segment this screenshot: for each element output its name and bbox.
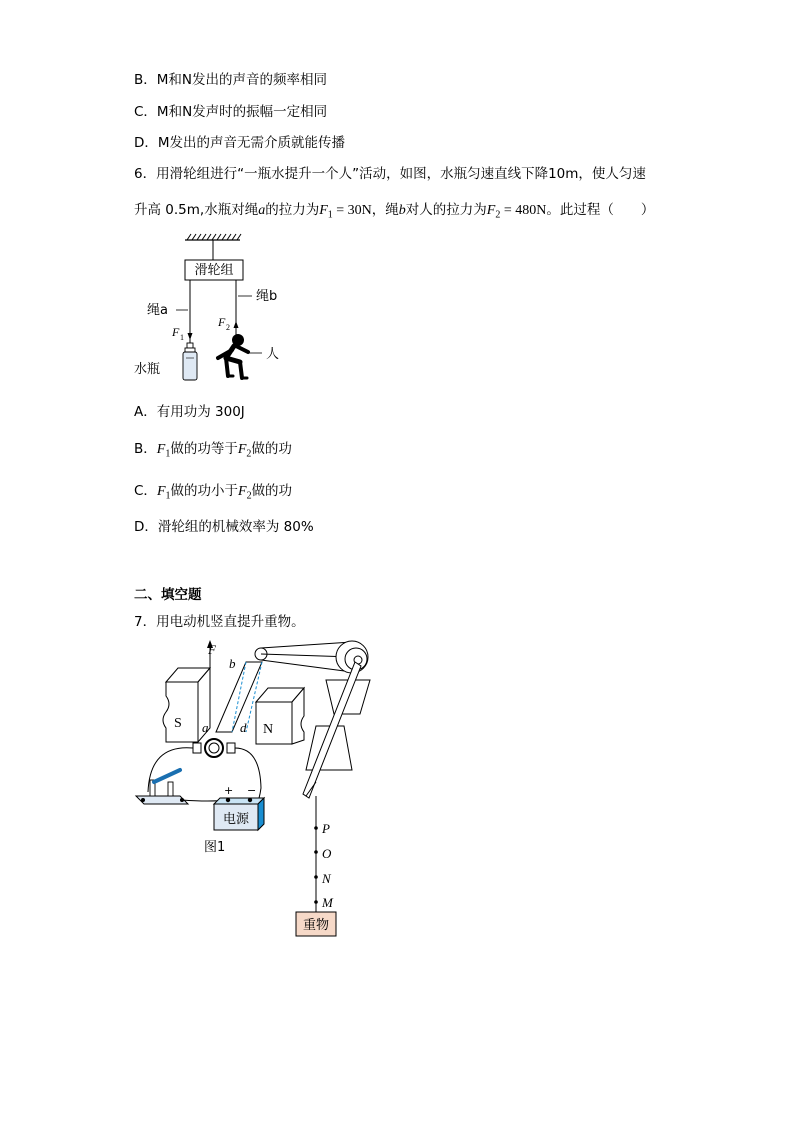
person-label: 人 (266, 347, 280, 362)
svg-text:M: M (322, 895, 333, 910)
q6-option-b: B．$F_1$做的功等于$F_2$做的功 (134, 441, 292, 460)
option-b-prev: B．M和N发出的声音的频率相同 (134, 72, 328, 88)
q6-option-d: D．滑轮组的机械效率为 80% (134, 519, 314, 535)
q6-option-a: A．有用功为 300J (134, 404, 245, 420)
pulley-label: 滑轮组 (194, 263, 234, 278)
svg-text:1: 1 (180, 333, 184, 342)
q7-motor-figure (130, 632, 400, 942)
rope-b-label: 绳b (256, 289, 278, 304)
svg-text:P: P (322, 821, 330, 836)
q6-option-c: C．$F_1$做的功小于$F_2$做的功 (134, 483, 293, 502)
weight-label: 重物 (302, 918, 330, 933)
svg-text:b: b (229, 656, 236, 671)
power-label: 电源 (222, 812, 250, 827)
svg-text:N: N (322, 871, 331, 886)
q7-stem: 7．用电动机竖直提升重物。 (134, 614, 305, 630)
section-heading-fill-blank: 二、填空题 (134, 587, 202, 603)
svg-text:F: F (218, 315, 226, 329)
svg-text:S: S (174, 716, 182, 731)
svg-text:+: + (224, 784, 234, 797)
svg-text:O: O (322, 846, 332, 861)
svg-text:F: F (172, 325, 180, 339)
rope-a-label: 绳a (147, 303, 168, 318)
bottle-label: 水瓶 (134, 362, 161, 377)
q6-stem-line2: 升高 0.5m,水瓶对绳a的拉力为$F_1 = 30N$，绳b对人的拉力为$F_2 = 480N$。此过程（ ） (134, 202, 655, 221)
person-icon (218, 334, 248, 378)
svg-text:2: 2 (226, 323, 230, 332)
q6-stem-line1: 6．用滑轮组进行“一瓶水提升一个人”活动，如图，水瓶匀速直线下降10m，使人匀速 (134, 166, 646, 182)
svg-text:F: F (208, 642, 216, 657)
option-c-prev: C．M和N发声时的振幅一定相同 (134, 104, 328, 120)
svg-text:a: a (202, 720, 209, 735)
figure-caption: 图1 (204, 840, 226, 855)
q6-pulley-figure (130, 228, 300, 388)
svg-text:−: − (247, 784, 257, 797)
option-d-prev: D．M发出的声音无需介质就能传播 (134, 135, 346, 151)
svg-text:d: d (240, 720, 247, 735)
svg-text:N: N (263, 722, 274, 737)
